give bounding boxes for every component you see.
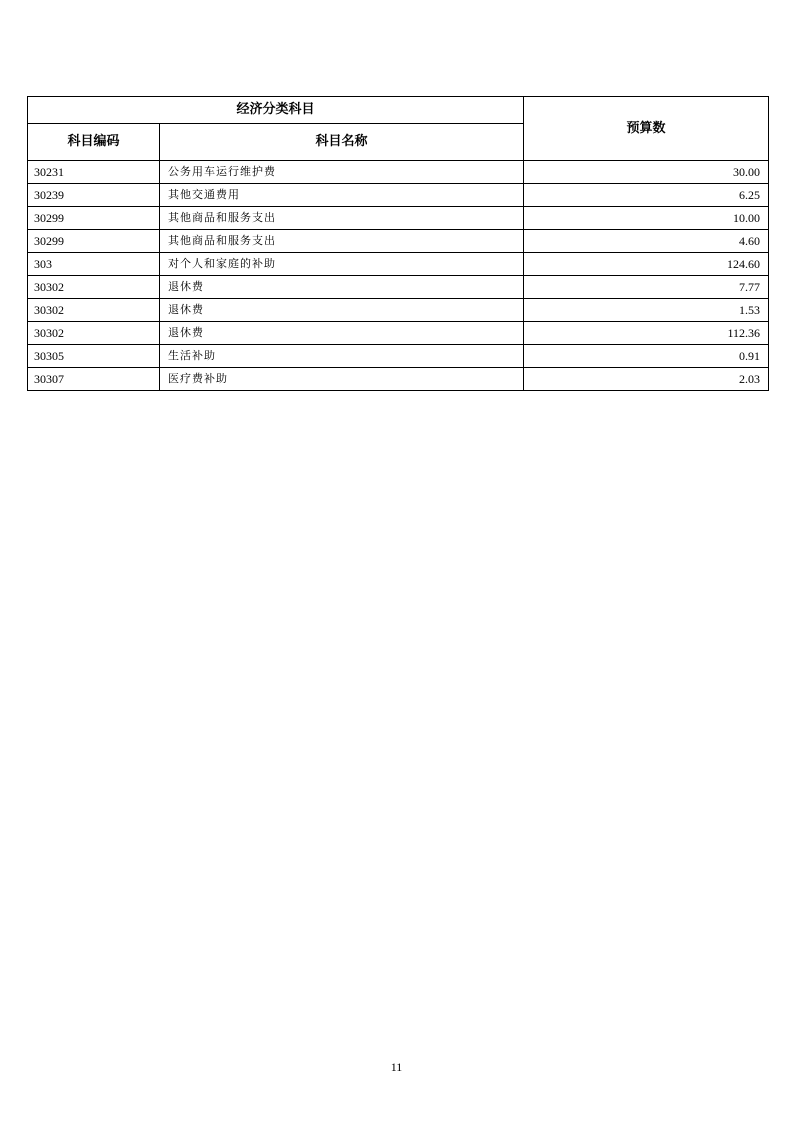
budget-table [27, 96, 769, 391]
subject-name-header: 科目名称 [160, 124, 524, 161]
economic-classification-header: 经济分类科目 [28, 97, 524, 124]
budget-amount-header: 预算数 [524, 97, 769, 161]
table-row [28, 184, 769, 207]
budget-amount-cell: 4.60 [524, 230, 769, 253]
budget-amount-cell: 112.36 [524, 322, 769, 345]
subject-code-header: 科目编码 [28, 124, 160, 161]
table-row [28, 345, 769, 368]
budget-amount-cell: 10.00 [524, 207, 769, 230]
subject-name-cell: 其他商品和服务支出 [160, 207, 524, 230]
subject-code-cell: 30302 [28, 299, 160, 322]
header-row-group [28, 97, 769, 124]
subject-code-cell: 30239 [28, 184, 160, 207]
budget-amount-cell: 2.03 [524, 368, 769, 391]
subject-name-cell: 其他交通费用 [160, 184, 524, 207]
table-row [28, 161, 769, 184]
subject-code-cell: 30302 [28, 322, 160, 345]
budget-amount-cell: 124.60 [524, 253, 769, 276]
table-row [28, 322, 769, 345]
budget-amount-cell: 6.25 [524, 184, 769, 207]
subject-code-cell: 303 [28, 253, 160, 276]
subject-name-cell: 退休费 [160, 322, 524, 345]
budget-amount-cell: 1.53 [524, 299, 769, 322]
table-row [28, 299, 769, 322]
subject-code-cell: 30305 [28, 345, 160, 368]
page-number: 11 [390, 1060, 403, 1074]
budget-amount-cell: 30.00 [524, 161, 769, 184]
budget-amount-cell: 7.77 [524, 276, 769, 299]
subject-code-cell: 30307 [28, 368, 160, 391]
subject-name-cell: 公务用车运行维护费 [160, 161, 524, 184]
subject-name-cell: 退休费 [160, 299, 524, 322]
subject-name-cell: 医疗费补助 [160, 368, 524, 391]
table-row [28, 368, 769, 391]
subject-name-cell: 其他商品和服务支出 [160, 230, 524, 253]
subject-code-cell: 30299 [28, 207, 160, 230]
table-row [28, 253, 769, 276]
subject-code-cell: 30299 [28, 230, 160, 253]
table-row [28, 230, 769, 253]
subject-code-cell: 30302 [28, 276, 160, 299]
table-row [28, 207, 769, 230]
subject-name-cell: 生活补助 [160, 345, 524, 368]
subject-name-cell: 对个人和家庭的补助 [160, 253, 524, 276]
table-row [28, 276, 769, 299]
subject-name-cell: 退休费 [160, 276, 524, 299]
subject-code-cell: 30231 [28, 161, 160, 184]
budget-amount-cell: 0.91 [524, 345, 769, 368]
budget-table-container [27, 96, 768, 391]
